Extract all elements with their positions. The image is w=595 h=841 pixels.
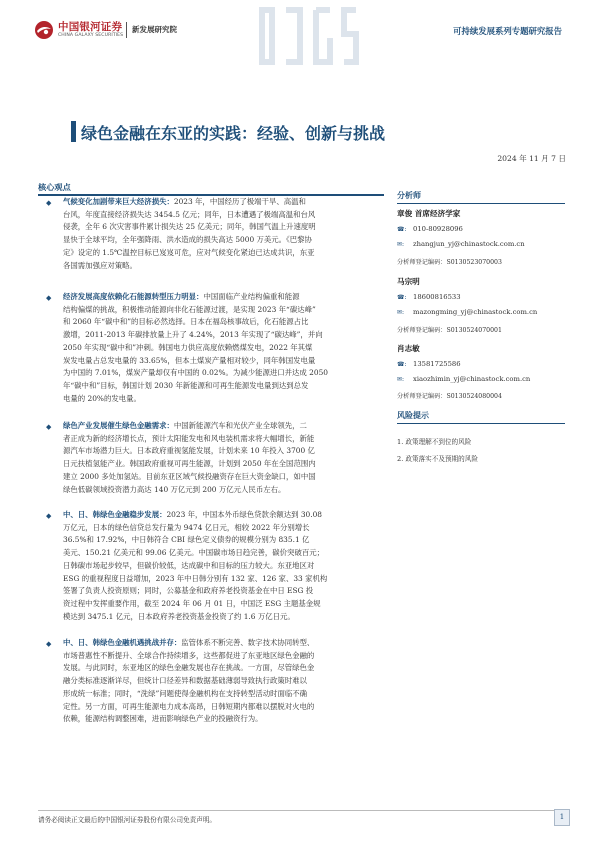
- paragraph-lead: 中、日、韩绿色金融机遇挑战并存：: [63, 638, 182, 647]
- page-header: [0, 0, 595, 70]
- bullet-diamond-icon: ◆: [46, 294, 52, 302]
- analyst-email[interactable]: ✉: mazongming_yj@chinastock.com.cn: [397, 308, 538, 316]
- analyst-name: 肖志敏: [397, 344, 420, 353]
- risk-item: 2. 政策落实不及预期的风险: [397, 455, 478, 463]
- core-paragraph-5: 中、日、韩绿色金融机遇挑战并存：监管体系不断完善、数字技术协同转型、 市场普惠性不断提升、全球合作持续增多，这些都促进了东亚地区绿色金融的 发展。与此同时，东亚地区的绿色金融发展也存在挑战。一方面，尽管绿色金 融分类标准逐渐详尽，但统计口径差异和数据基础薄弱导致执行政策时难以 形成统一标准；同时，“洗绿”问题使得金融机构在支持转型活动时面临不确 定性。另一方面，可再生能源电力成本高昂，日韩短期内都难以摆脱对火电的 依赖，能源结构调整困难，进而影响绿色产业的投融资行为。: [63, 638, 315, 724]
- brand-name-en: CHINA GALAXY SECURITIES: [58, 33, 124, 38]
- analyst-email[interactable]: ✉: xiaozhimin_yj@chinastock.com.cn: [397, 375, 531, 383]
- report-date: 2024 年 11 月 7 日: [497, 154, 566, 163]
- paragraph-lead: 绿色产业发展催生绿色金融需求：: [63, 421, 174, 430]
- decorative-watermark: [250, 4, 370, 70]
- analyst-reg-code: 分析师登记编码：S0130524080004: [397, 393, 502, 400]
- core-paragraph-1: 气候变化加剧带来巨大经济损失：2023 年，中国经历了极端干旱、高温和 台风，年度直接经济损失达 3454.5 亿元；同年，日本遭遇了极端高温和台风 侵袭，全年 6 次灾害事件累计损失达 25 亿美元；同年，韩国气温上升速度明 显快于全球平均，全年强降雨、洪水造成的损失高达 5000 万美元。《巴黎协 定》设定的 1.5℃温控目标已岌岌可危，应对气候变化紧迫已达成共识，东亚 各国需加强应对策略。: [63, 197, 316, 270]
- bullet-diamond-icon: ◆: [46, 640, 52, 648]
- analyst-name: 章俊 首席经济学家: [397, 209, 461, 218]
- core-views-heading: 核心观点: [38, 182, 71, 192]
- analyst-phone: ☎: 13581725586: [397, 360, 461, 368]
- risk-item: 1. 政策理解不到位的风险: [397, 438, 472, 446]
- phone-icon: ☎:: [397, 361, 407, 368]
- core-paragraph-4: 中、日、韩绿色金融稳步发展：2023 年，中国本外币绿色贷款余额达到 30.08 万亿元，日本的绿色信贷总发行量为 9474 亿日元，相较 2022 年分别增长 36.5%和 17.92%，中日韩符合 CBI 绿色定义债券的规模分别为 835.1 亿 美元、150.21 亿美元和 99.06 亿美元。中国碳市场日趋完善，碳价突破百元； 日韩碳市场起步较早，但碳价较低，达成碳中和目标的压力较大。东亚地区对 ESG 的重视程度日益增加，2023 年中日韩分别有 132 家、126 家、33 家机构 签署了负责人投资原则；同时，公募基金和政府养老投资基金在中日 ESG 投 资过程中发挥重要作用，截至 2024 年 06 月 01 日，中国泛 ESG 主题基金规 模达到 3475.1 亿元，日本政府养老投资基金投资了约 1.6 万亿日元。: [63, 510, 328, 621]
- analysts-divider: [397, 203, 565, 204]
- bullet-diamond-icon: ◆: [46, 423, 52, 431]
- risk-heading: 风险提示: [397, 411, 429, 420]
- paragraph-lead: 气候变化加剧带来巨大经济损失：: [63, 197, 174, 206]
- analysts-heading: 分析师: [397, 191, 421, 200]
- email-icon: ✉:: [397, 309, 405, 316]
- title-accent-bar: [71, 121, 76, 142]
- brand-name: 中国银河证券: [58, 21, 123, 33]
- footer-disclaimer: 请务必阅读正文最后的中国银河证券股份有限公司免责声明。: [38, 816, 217, 824]
- report-series: 可持续发展系列专题研究报告: [453, 26, 562, 36]
- paragraph-lead: 中、日、韩绿色金融稳步发展：: [63, 510, 167, 519]
- analyst-reg-code: 分析师登记编码：S0130523070003: [397, 259, 502, 266]
- paragraph-lead: 经济发展高度依赖化石能源转型压力明显：: [63, 292, 204, 301]
- analyst-phone: ☎: 18600816533: [397, 293, 461, 301]
- institute-name: 新发展研究院: [132, 25, 177, 34]
- galaxy-logo-icon: [34, 20, 54, 40]
- footer-divider: [38, 810, 565, 811]
- bullet-diamond-icon: ◆: [46, 512, 52, 520]
- core-paragraph-2: 经济发展高度依赖化石能源转型压力明显：中国面临产业结构偏重和能源 结构偏煤的挑战，积极推动能源向非化石能源过渡，是实现 2023 年“碳达峰” 和 2060 年“碳中和”的目标必然选择。日本在福岛核事故后，化石能源占比 激增，2011-2013 年碳排放量上升了 4.24%，2013 年实现了“碳达峰”，并向 2050 年实现“碳中和”冲刺。韩国电力供应高度依赖燃煤发电，2022 年其煤 炭发电量占总发电量的 33.65%，但本土煤炭产量相对较少，同年韩国发电量 为中国的 7.01%，煤炭产量却仅有中国的 0.02%。为减少能源进口并达成 2050 年“碳中和”目标，韩国计划 2030 年新能源和可再生能源发电量到达到总发 电量的 20%的发电量。: [63, 292, 328, 403]
- logo-divider: [126, 22, 127, 38]
- analyst-name: 马宗明: [397, 277, 420, 286]
- email-icon: ✉:: [397, 376, 405, 383]
- page-number: 1: [554, 809, 570, 826]
- risk-divider: [397, 423, 565, 424]
- page-title: 绿色金融在东亚的实践：经验、创新与挑战: [81, 124, 386, 143]
- phone-icon: ☎:: [397, 226, 407, 233]
- phone-icon: ☎:: [397, 294, 407, 301]
- email-icon: ✉:: [397, 241, 405, 248]
- analyst-phone: ☎: 010-80928096: [397, 225, 463, 233]
- bullet-diamond-icon: ◆: [46, 199, 52, 207]
- analyst-reg-code: 分析师登记编码：S0130524070001: [397, 327, 502, 334]
- core-paragraph-3: 绿色产业发展催生绿色金融需求：中国新能源汽车和光伏产业全球领先，二 者正成为新的经济增长点，预计太阳能发电和风电装机需求将大幅增长，新能 源汽车市场潜力巨大。日本政府重视氢能发展，计划未来 10 年投入 3700 亿 日元扶植氢能产业。韩国政府重视可再生能源，计划到 2050 年在全国范围内 建立 2000 多处加氢站。目前东亚区域气候投融资存在巨大资金缺口，如中国 绿色低碳领域投资潜力高达 140 万亿元到 200 万亿元人民币左右。: [63, 421, 316, 494]
- analyst-email[interactable]: ✉: zhangjun_yj@chinastock.com.cn: [397, 240, 525, 248]
